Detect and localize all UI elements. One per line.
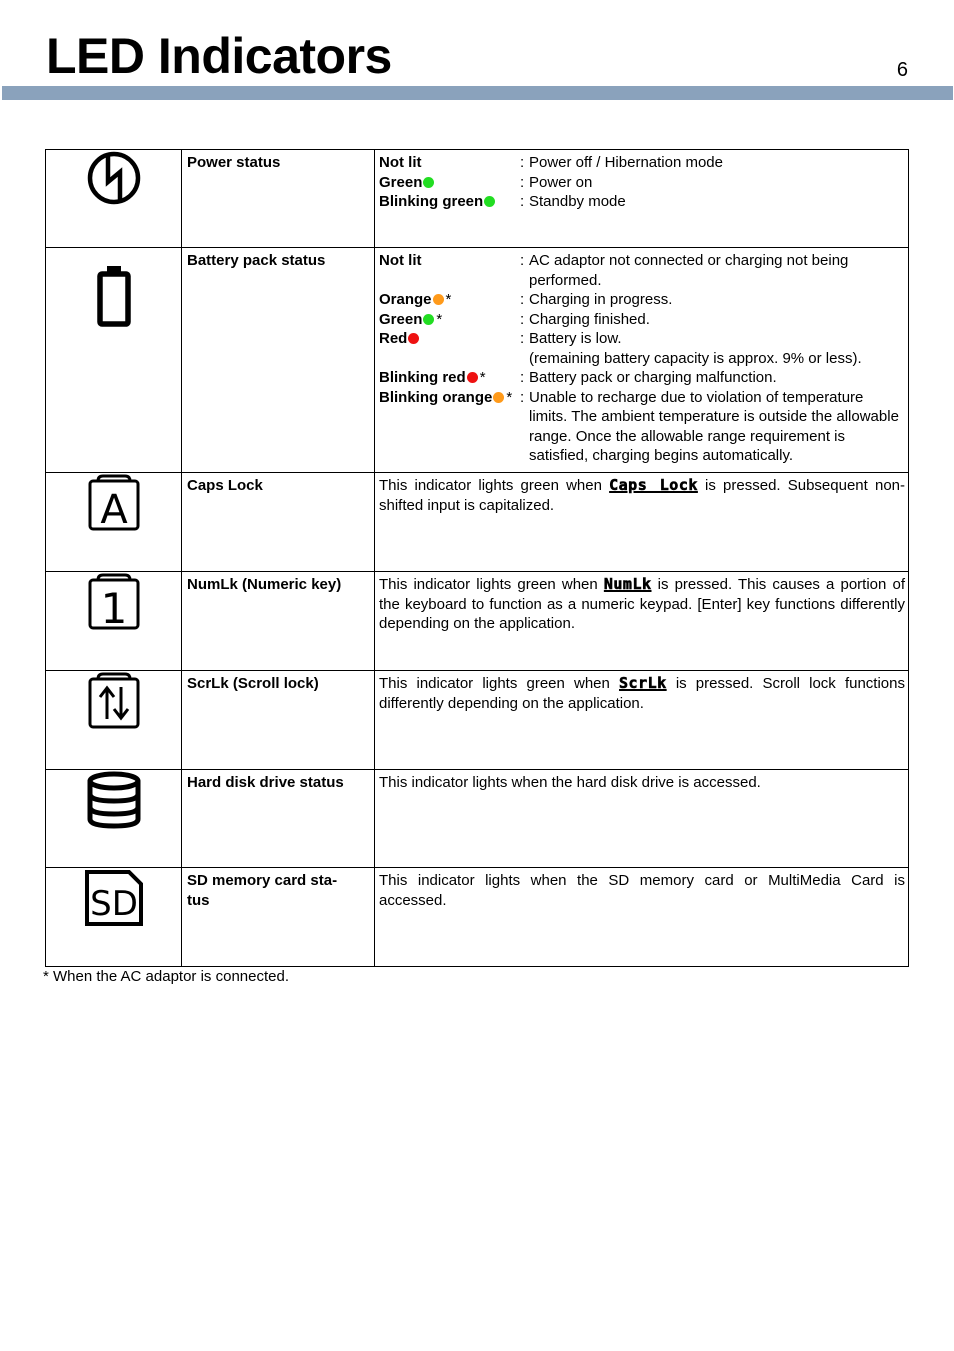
icon-cell xyxy=(46,572,182,671)
status-label: Green xyxy=(379,310,423,328)
description-text: This indicator lights green when xyxy=(379,675,620,692)
caps-lock-key-label: Caps Lock xyxy=(609,476,698,494)
status-label: Orange xyxy=(379,291,432,308)
status-note: (remaining battery capacity is approx. 9% or less). xyxy=(529,349,862,367)
table-row-battery xyxy=(46,248,909,473)
row-description xyxy=(375,671,909,770)
status-row xyxy=(379,310,905,330)
status-label: Blinking orange xyxy=(379,388,493,406)
scroll-lock-key-label: ScrLk xyxy=(619,674,667,692)
icon-cell xyxy=(46,868,182,967)
status-row xyxy=(379,251,905,290)
row-description xyxy=(375,248,909,473)
green-led-dot xyxy=(423,177,434,188)
table-row-scroll-lock xyxy=(46,671,909,770)
status-label: Red xyxy=(379,330,408,347)
colon: : xyxy=(520,252,525,269)
caps-icon-letter: A xyxy=(99,487,128,533)
num-lock-key-label: NumLk xyxy=(603,575,652,593)
power-icon xyxy=(86,150,142,206)
hard-disk-icon xyxy=(85,770,143,830)
table-row-sd-card xyxy=(46,868,909,967)
status-row xyxy=(379,388,905,466)
description-text: is pressed. Subsequent non-shifted input is capitalized. xyxy=(379,477,906,514)
row-name: NumLk (Numeric key) xyxy=(182,572,375,671)
status-text: Power on xyxy=(529,173,593,191)
footnote-marker: * xyxy=(436,310,443,328)
status-text: Charging in progress. xyxy=(529,291,673,308)
status-label: Not lit xyxy=(379,252,422,269)
icon-cell xyxy=(46,248,182,473)
row-description: This indicator lights when the SD memory card or MultiMedia Card is accessed. xyxy=(375,868,909,967)
scroll-lock-icon xyxy=(86,671,142,731)
row-name: ScrLk (Scroll lock) xyxy=(182,671,375,770)
page-number: 6 xyxy=(896,59,908,81)
row-name: Hard disk drive status xyxy=(182,770,375,868)
page-title: LED Indicators xyxy=(46,28,392,84)
green-led-dot xyxy=(484,196,495,207)
footnote-marker: * xyxy=(479,369,486,386)
row-name-line: SD memory card sta- xyxy=(187,872,338,889)
status-label: Blinking green xyxy=(379,193,484,210)
footnote: * When the AC adaptor is connected. xyxy=(43,968,289,985)
status-row xyxy=(379,173,905,193)
status-text: AC adaptor not connected or charging not being performed. xyxy=(529,252,849,289)
red-led-dot xyxy=(408,333,419,344)
red-led-dot xyxy=(467,372,478,383)
table-row-caps-lock xyxy=(46,473,909,572)
footnote-marker: * xyxy=(506,388,513,406)
row-name: Caps Lock xyxy=(182,473,375,572)
status-label: Blinking red xyxy=(379,369,466,386)
description-text: This indicator lights green when xyxy=(379,477,610,494)
footnote-marker: * xyxy=(445,291,452,308)
status-row xyxy=(379,329,905,368)
icon-cell xyxy=(46,770,182,868)
row-description xyxy=(375,150,909,248)
description-text: is pressed. This causes a portion of the keyboard to function as a numeric keypad. [Enter] key functions differently depending on the application. xyxy=(379,576,905,632)
status-text: Power off / Hibernation mode xyxy=(529,154,723,171)
sd-icon-text: SD xyxy=(89,884,138,924)
description-text: is pressed. Scroll lock functions differently depending on the application. xyxy=(379,675,905,712)
table-row-hard-disk xyxy=(46,770,909,868)
icon-cell xyxy=(46,473,182,572)
status-text: Unable to recharge due to violation of temperature limits. The ambient temperature is outside the allowable range. Once the allowable range requirement is satisfied, charging begins automatically. xyxy=(529,388,899,464)
green-led-dot xyxy=(423,314,434,325)
caps-lock-icon xyxy=(86,473,142,533)
colon: : xyxy=(520,369,525,386)
status-text: Battery pack or charging malfunction. xyxy=(529,369,777,386)
colon: : xyxy=(520,330,525,347)
led-indicator-table xyxy=(45,149,909,967)
colon: : xyxy=(520,154,525,171)
table-row-power xyxy=(46,150,909,248)
colon: : xyxy=(520,388,525,406)
status-row xyxy=(379,368,905,388)
colon: : xyxy=(520,310,525,328)
colon: : xyxy=(520,193,525,210)
orange-led-dot xyxy=(433,294,444,305)
status-row xyxy=(379,192,905,212)
row-description xyxy=(375,572,909,671)
status-text: Charging finished. xyxy=(529,310,650,328)
row-name: Battery pack status xyxy=(182,248,375,473)
row-name: Power status xyxy=(182,150,375,248)
status-row xyxy=(379,290,905,310)
colon: : xyxy=(520,291,525,308)
row-name xyxy=(182,868,375,967)
description-text: This indicator lights green when xyxy=(379,576,604,593)
battery-icon xyxy=(96,264,132,328)
status-label: Not lit xyxy=(379,154,422,171)
table-row-num-lock xyxy=(46,572,909,671)
row-description: This indicator lights when the hard disk drive is accessed. xyxy=(375,770,909,868)
num-lock-icon xyxy=(86,572,142,632)
status-text: Standby mode xyxy=(529,193,626,210)
row-description xyxy=(375,473,909,572)
icon-cell xyxy=(46,671,182,770)
num-icon-digit: 1 xyxy=(100,584,127,632)
row-name-line: tus xyxy=(187,891,210,909)
status-label: Green xyxy=(379,173,423,191)
orange-led-dot xyxy=(493,392,504,403)
status-text: Battery is low. xyxy=(529,330,622,347)
title-rule xyxy=(2,86,953,100)
colon: : xyxy=(520,173,525,191)
icon-cell xyxy=(46,150,182,248)
status-row xyxy=(379,153,905,173)
sd-card-icon xyxy=(83,868,145,928)
